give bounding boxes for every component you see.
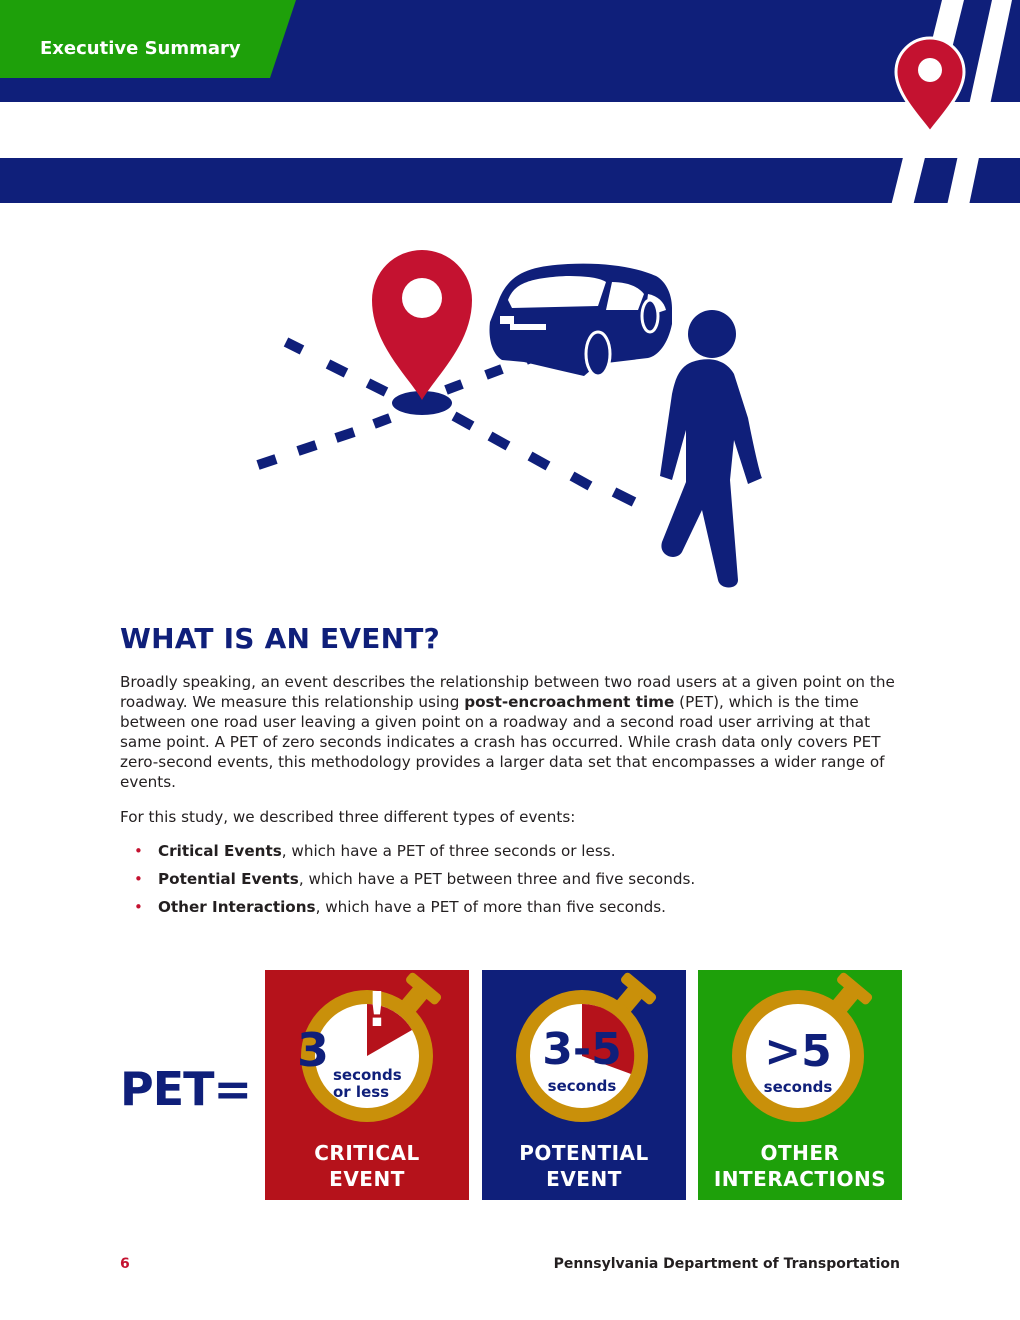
footer-organization: Pennsylvania Department of Transportation — [553, 1256, 900, 1272]
section-tab-label: Executive Summary — [40, 38, 241, 59]
list-item — [120, 898, 695, 926]
other-label-line2: INTERACTIONS — [713, 1167, 887, 1191]
critical-label-line1: CRITICAL — [314, 1141, 420, 1165]
alert-mark: ! — [366, 982, 388, 1038]
car-icon — [490, 264, 673, 376]
location-pin-icon — [372, 250, 472, 400]
potential-unit: seconds — [547, 1077, 617, 1095]
critical-value: 3 — [297, 1023, 330, 1077]
other-interactions-card — [698, 970, 902, 1200]
event-desc: , which have a PET between three and five seconds. — [298, 870, 696, 888]
section-title: WHAT IS AN EVENT? — [120, 622, 440, 655]
list-item — [120, 842, 695, 870]
critical-unit-line2: or less — [333, 1083, 390, 1101]
intro-bold-term: post-encroachment time — [464, 693, 675, 711]
event-types-list — [120, 842, 695, 926]
header-bottom-band — [0, 158, 1020, 203]
intro-text-part1: Broadly speaking, an event describes the relationship between two road users at a given point on the roadway. We measure this relationship using — [120, 673, 895, 711]
intro-paragraph — [120, 672, 900, 792]
page-number: 6 — [120, 1256, 130, 1272]
event-types-intro: For this study, we described three different types of events: — [120, 808, 576, 826]
potential-label-line2: EVENT — [546, 1167, 622, 1191]
pedestrian-icon — [660, 310, 762, 588]
potential-event-card — [482, 970, 686, 1200]
list-item — [120, 870, 695, 898]
critical-label — [265, 1140, 469, 1192]
event-desc: , which have a PET of more than five seconds. — [315, 898, 666, 916]
event-term: Critical Events — [158, 842, 282, 860]
intro-text-part2: (PET), which is the time between one road user leaving a given point on a roadway and a second road user arriving at that same point. A PET of zero seconds indicates a crash has occurred. While crash data only covers PET zero-second events, this methodology provides a larger data set that encompasses a wider range of events. — [120, 693, 885, 791]
other-label — [698, 1140, 902, 1192]
event-term: Potential Events — [158, 870, 299, 888]
other-value: >5 — [764, 1026, 832, 1077]
critical-event-card — [265, 970, 469, 1200]
event-term: Other Interactions — [158, 898, 316, 916]
event-desc: , which have a PET of three seconds or less. — [281, 842, 616, 860]
potential-value: 3-5 — [542, 1024, 622, 1075]
map-pin-icon — [896, 38, 964, 132]
critical-label-line2: EVENT — [329, 1167, 405, 1191]
event-illustration — [240, 250, 780, 595]
header-banner — [0, 0, 1020, 210]
other-label-line1: OTHER — [760, 1141, 840, 1165]
potential-label-line1: POTENTIAL — [519, 1141, 649, 1165]
pet-equals-label: PET= — [120, 1062, 252, 1116]
critical-unit-line1: seconds — [333, 1066, 402, 1084]
potential-label — [482, 1140, 686, 1192]
other-unit: seconds — [763, 1078, 833, 1096]
